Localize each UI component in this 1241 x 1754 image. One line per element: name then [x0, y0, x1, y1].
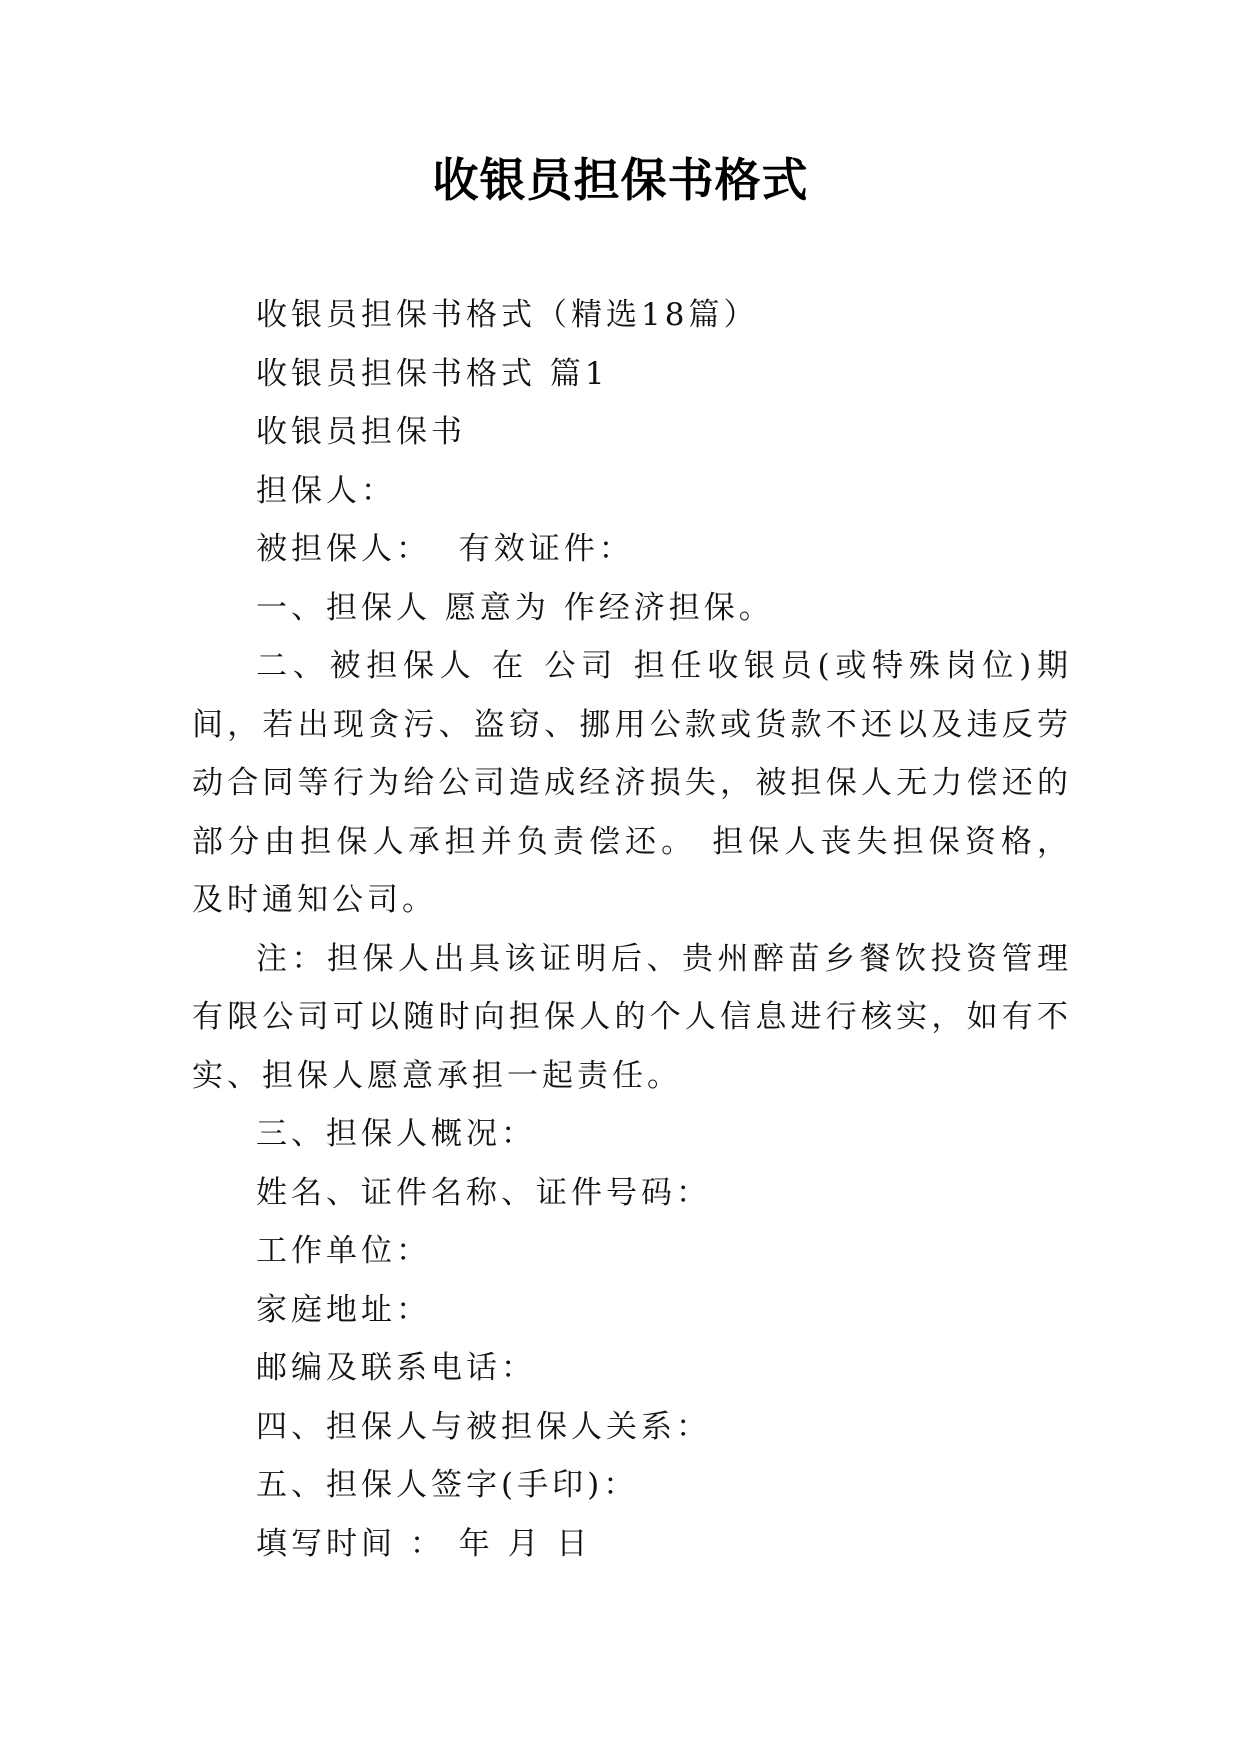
paragraph-date-field: 填写时间 ： 年 月 日: [256, 1525, 592, 1562]
paragraph-note: 注：担保人出具该证明后、贵州醉苗乡餐饮投资管理有限公司可以随时向担保人的个人信息进行核实，如有不实、担保人愿意承担一起责任。: [192, 940, 1072, 1094]
paragraph-clause-five: 五、担保人签字(手印)：: [256, 1467, 639, 1503]
paragraph-id-fields: 姓名、证件名称、证件号码：: [256, 1174, 711, 1211]
paragraph-form-title: 收银员担保书: [256, 414, 466, 450]
paragraph-address-field: 家庭地址：: [256, 1291, 431, 1328]
paragraph-clause-two: 二、被担保人 在 公司 担任收银员(或特殊岗位)期间，若出现贪污、盗窃、挪用公款或货款不还以及违反劳动合同等行为给公司造成经济损失，被担保人无力偿还的部分由担保人承担并负责偿还。 担保人丧失担保资格，及时通知公司。: [192, 648, 1072, 918]
paragraph-contact-field: 邮编及联系电话：: [256, 1350, 536, 1386]
document-title: 收银员担保书格式: [432, 153, 809, 207]
paragraph-clause-four: 四、担保人与被担保人关系：: [256, 1408, 711, 1445]
paragraph-collection-title: 收银员担保书格式（精选18篇）: [256, 297, 759, 333]
paragraph-guaranteed-field: 被担保人： 有效证件：: [256, 531, 634, 567]
paragraph-clause-one: 一、担保人 愿意为 作经济担保。: [256, 589, 774, 626]
paragraph-clause-three: 三、担保人概况：: [256, 1116, 536, 1152]
document-body: [192, 286, 1072, 1573]
paragraph-guarantor-field: 担保人：: [256, 472, 396, 509]
paragraph-section-heading: 收银员担保书格式 篇1: [256, 355, 609, 392]
paragraph-employer-field: 工作单位：: [256, 1233, 431, 1269]
